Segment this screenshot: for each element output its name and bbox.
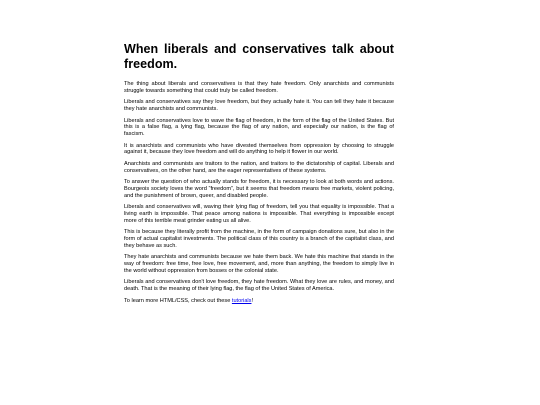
paragraph-3: Liberals and conservatives love to wave the flag of freedom, in the form of the flag of the United States. But this is a false flag, a lying flag, because the flag of any nation, and especially our nation, is the flag of fascism. — [124, 117, 394, 137]
paragraph-10: Liberals and conservatives don't love freedom, they hate freedom. What they love are rules, and money, and death. That is the meaning of their lying flag, the flag of the United States of America. — [124, 279, 394, 292]
paragraph-6: To answer the question of who actually stands for freedom, it is necessary to look at both words and actions. Bourgeois society loves the word “freedom”, but it seems that freedom means free markets, violent policing, and the punishment of brown, queer, and disabled people. — [124, 179, 394, 199]
paragraph-4: It is anarchists and communists who have divested themselves from oppression by choosing to struggle against it, because they love freedom and will do anything to help it flower in our world. — [124, 142, 394, 156]
footer-line — [124, 298, 394, 305]
tutorials-link[interactable]: tutorials — [231, 297, 252, 304]
footer-prefix: To learn more HTML/CSS, check out these — [124, 297, 232, 304]
paragraph-5: Anarchists and communists are traitors to the nation, and traitors to the dictatorship of capital. Liberals and conservatives, on the other hand, are the eager representatives of these systems. — [124, 161, 394, 174]
paragraph-8: This is because they literally profit from the machine, in the form of campaign donations sure, but also in the form of actual capitalist investments. The political class of this country is a branch of the capitalist class, and they behave as such. — [124, 229, 394, 249]
paragraph-7: Liberals and conservatives will, waving their lying flag of freedom, tell you that equality is impossible. That a living earth is impossible. That peace among nations is impossible. That everything is impossible except more of this terrible meat grinder eating us all alive. — [124, 204, 394, 224]
footer-suffix: ! — [251, 297, 254, 304]
article — [124, 42, 394, 310]
article-title: When liberals and conservatives talk about freedom. — [124, 42, 394, 71]
paragraph-9: They hate anarchists and communists because we hate them back. We hate this machine that stands in the way of freedom: free time, free love, free movement, and, more than anything, the freedom to simply live in the world without oppression from bosses or the colonial state. — [124, 254, 394, 274]
paragraph-1: The thing about liberals and conservatives is that they hate freedom. Only anarchists and communists struggle towards something that could truly be called freedom. — [124, 81, 394, 94]
paragraph-2: Liberals and conservatives say they love freedom, but they actually hate it. You can tell they hate it because they hate anarchists and communists. — [124, 99, 394, 112]
